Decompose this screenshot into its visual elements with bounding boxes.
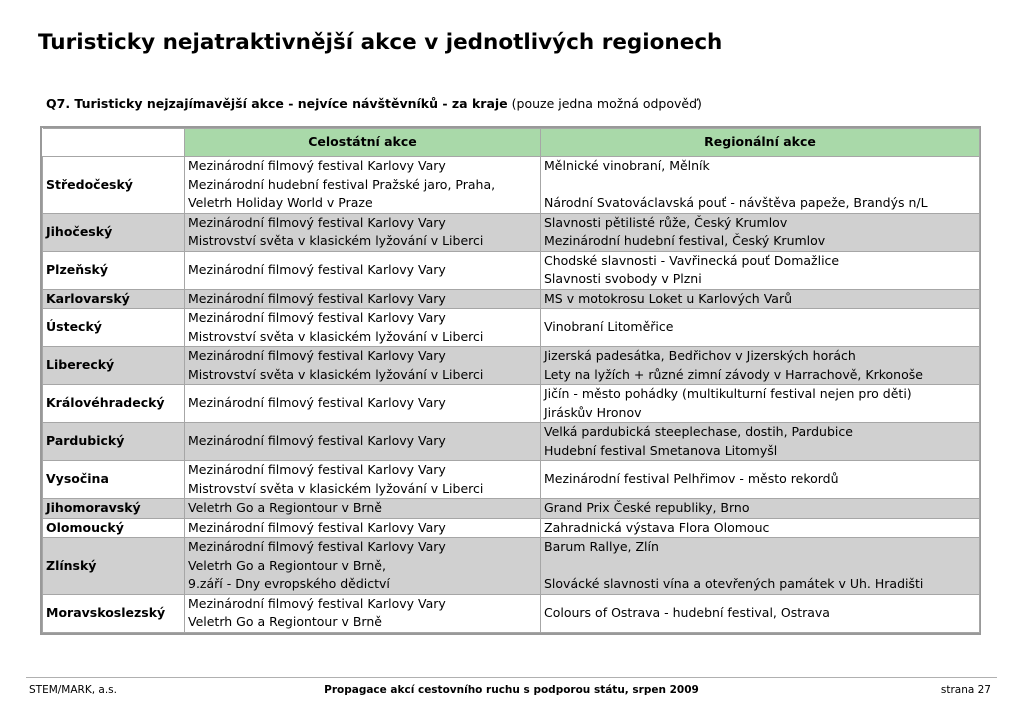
regional-event-line: Chodské slavnosti - Vavřinecká pouť Domažlice (544, 252, 840, 268)
regional-event-line (544, 176, 976, 195)
national-event-line: Mistrovství světa v klasickém lyžování v Liberci (188, 328, 484, 344)
table-row (43, 423, 980, 461)
regional-events-cell (541, 461, 980, 499)
regional-event-line: Lety na lyžích + různé zimní závody v Harrachově, Krkonoše (544, 366, 923, 382)
regional-event-line: Slavnosti svobody v Plzni (544, 271, 702, 286)
regional-events-cell (541, 538, 980, 595)
table-row (43, 518, 980, 538)
regional-event-line: Barum Rallye, Zlín (544, 539, 659, 554)
national-event-line: 9.září - Dny evropského dědictví (188, 576, 390, 591)
table-row (43, 538, 980, 595)
national-event-line: Mezinárodní filmový festival Karlovy Vary (188, 539, 446, 554)
region-name-cell: Liberecký (43, 347, 185, 385)
regional-event-line: Jičín - město pohádky (multikulturní festival nejen pro děti) (544, 386, 912, 401)
national-events-cell (185, 423, 541, 461)
national-event-line: Mezinárodní filmový festival Karlovy Vary (188, 519, 446, 535)
national-events-cell (185, 594, 541, 632)
national-event-line: Mezinárodní filmový festival Karlovy Vary (188, 310, 446, 325)
regional-event-line: Velká pardubická steeplechase, dostih, Pardubice (544, 424, 853, 439)
question-bold: Q7. Turisticky nejzajímavější akce - nejvíce návštěvníků - za kraje (46, 96, 508, 111)
table-row (43, 347, 980, 385)
regional-event-line: Colours of Ostrava - hudební festival, Ostrava (544, 604, 830, 620)
header-region (43, 129, 185, 157)
regional-event-line: Mezinárodní hudební festival, Český Krumlov (544, 233, 826, 248)
national-events-cell (185, 289, 541, 309)
national-events-cell (185, 385, 541, 423)
footer-page-number: strana 27 (940, 684, 991, 696)
region-name-cell: Vysočina (43, 461, 185, 499)
national-events-cell (185, 213, 541, 251)
national-events-cell (185, 499, 541, 519)
table-row (43, 309, 980, 347)
regional-event-line: Slovácké slavnosti vína a otevřených památek v Uh. Hradišti (544, 576, 924, 591)
table-row (43, 594, 980, 632)
national-event-line: Mezinárodní filmový festival Karlovy Vary (188, 214, 446, 230)
regional-event-line: Mezinárodní festival Pelhřimov - město rekordů (544, 471, 839, 487)
national-event-line: Mezinárodní filmový festival Karlovy Vary (188, 348, 446, 363)
national-event-line: Mistrovství světa v klasickém lyžování v Liberci (188, 480, 484, 496)
table-header-row (43, 129, 980, 157)
national-event-line: Mezinárodní hudební festival Pražské jaro, Praha, (188, 176, 496, 192)
regional-events-cell (541, 309, 980, 347)
regional-event-line: Národní Svatováclavská pouť - návštěva papeže, Brandýs n/L (544, 195, 928, 210)
regional-event-line: Slavnosti pětilisté růže, Český Krumlov (544, 214, 788, 230)
regional-events-cell (541, 423, 980, 461)
region-name-cell: Moravskoslezský (43, 594, 185, 632)
region-name-cell: Karlovarský (43, 289, 185, 309)
regional-event-line: MS v motokrosu Loket u Karlových Varů (544, 290, 793, 306)
regional-events-cell (541, 499, 980, 519)
regional-event-line: Jiráskův Hronov (544, 404, 642, 420)
events-table-frame (40, 126, 981, 635)
region-name-cell: Pardubický (43, 423, 185, 461)
regional-event-line (544, 557, 976, 576)
national-event-line: Veletrh Holiday World v Praze (188, 195, 373, 210)
national-events-cell (185, 157, 541, 214)
regional-event-line: Hudební festival Smetanova Litomyšl (544, 442, 778, 458)
regional-events-cell (541, 347, 980, 385)
national-event-line: Mezinárodní filmový festival Karlovy Vary (188, 290, 446, 306)
footer-document-title: Propagace akcí cestovního ruchu s podporou státu, srpen 2009 (324, 684, 699, 696)
regional-event-line: Grand Prix České republiky, Brno (544, 500, 750, 515)
national-events-cell (185, 309, 541, 347)
table-row (43, 499, 980, 519)
table-row (43, 385, 980, 423)
table-row (43, 251, 980, 289)
regional-event-line: Jizerská padesátka, Bedřichov v Jizerských horách (544, 348, 856, 363)
regional-event-line: Zahradnická výstava Flora Olomouc (544, 519, 770, 535)
table-row (43, 213, 980, 251)
regional-events-cell (541, 213, 980, 251)
national-event-line: Mezinárodní filmový festival Karlovy Vary (188, 462, 446, 477)
national-events-cell (185, 461, 541, 499)
table-row (43, 157, 980, 214)
table-row (43, 461, 980, 499)
national-events-cell (185, 518, 541, 538)
footer-company: STEM/MARK, a.s. (29, 684, 117, 696)
regional-events-cell (541, 251, 980, 289)
region-name-cell: Královéhradecký (43, 385, 185, 423)
regional-events-cell (541, 594, 980, 632)
region-name-cell: Ústecký (43, 309, 185, 347)
question-text (46, 96, 702, 111)
region-name-cell: Olomoucký (43, 518, 185, 538)
header-national: Celostátní akce (185, 129, 541, 157)
footer-divider (26, 677, 997, 678)
national-event-line: Mezinárodní filmový festival Karlovy Vary (188, 433, 446, 449)
regional-events-cell (541, 385, 980, 423)
national-event-line: Mistrovství světa v klasickém lyžování v Liberci (188, 366, 484, 382)
table-body (43, 157, 980, 633)
national-event-line: Mezinárodní filmový festival Karlovy Vary (188, 261, 446, 277)
question-note: (pouze jedna možná odpověď) (507, 96, 702, 111)
events-table (42, 128, 980, 633)
table-row (43, 289, 980, 309)
region-name-cell: Zlínský (43, 538, 185, 595)
regional-events-cell (541, 289, 980, 309)
regional-events-cell (541, 518, 980, 538)
national-events-cell (185, 347, 541, 385)
region-name-cell: Jihomoravský (43, 499, 185, 519)
region-name-cell: Plzeňský (43, 251, 185, 289)
national-event-line: Mezinárodní filmový festival Karlovy Vary (188, 595, 446, 611)
national-event-line: Veletrh Go a Regiontour v Brně, (188, 557, 386, 573)
national-event-line: Mezinárodní filmový festival Karlovy Vary (188, 395, 446, 411)
page-title: Turisticky nejatraktivnější akce v jednotlivých regionech (38, 30, 723, 55)
national-events-cell (185, 251, 541, 289)
national-events-cell (185, 538, 541, 595)
national-event-line: Veletrh Go a Regiontour v Brně (188, 500, 382, 515)
footer (0, 684, 1023, 702)
national-event-line: Mezinárodní filmový festival Karlovy Vary (188, 158, 446, 173)
national-event-line: Veletrh Go a Regiontour v Brně (188, 614, 382, 629)
region-name-cell: Jihočeský (43, 213, 185, 251)
regional-events-cell (541, 157, 980, 214)
header-regional: Regionální akce (541, 129, 980, 157)
regional-event-line: Vinobraní Litoměřice (544, 319, 674, 335)
region-name-cell: Středočeský (43, 157, 185, 214)
regional-event-line: Mělnické vinobraní, Mělník (544, 158, 710, 173)
national-event-line: Mistrovství světa v klasickém lyžování v Liberci (188, 233, 484, 248)
